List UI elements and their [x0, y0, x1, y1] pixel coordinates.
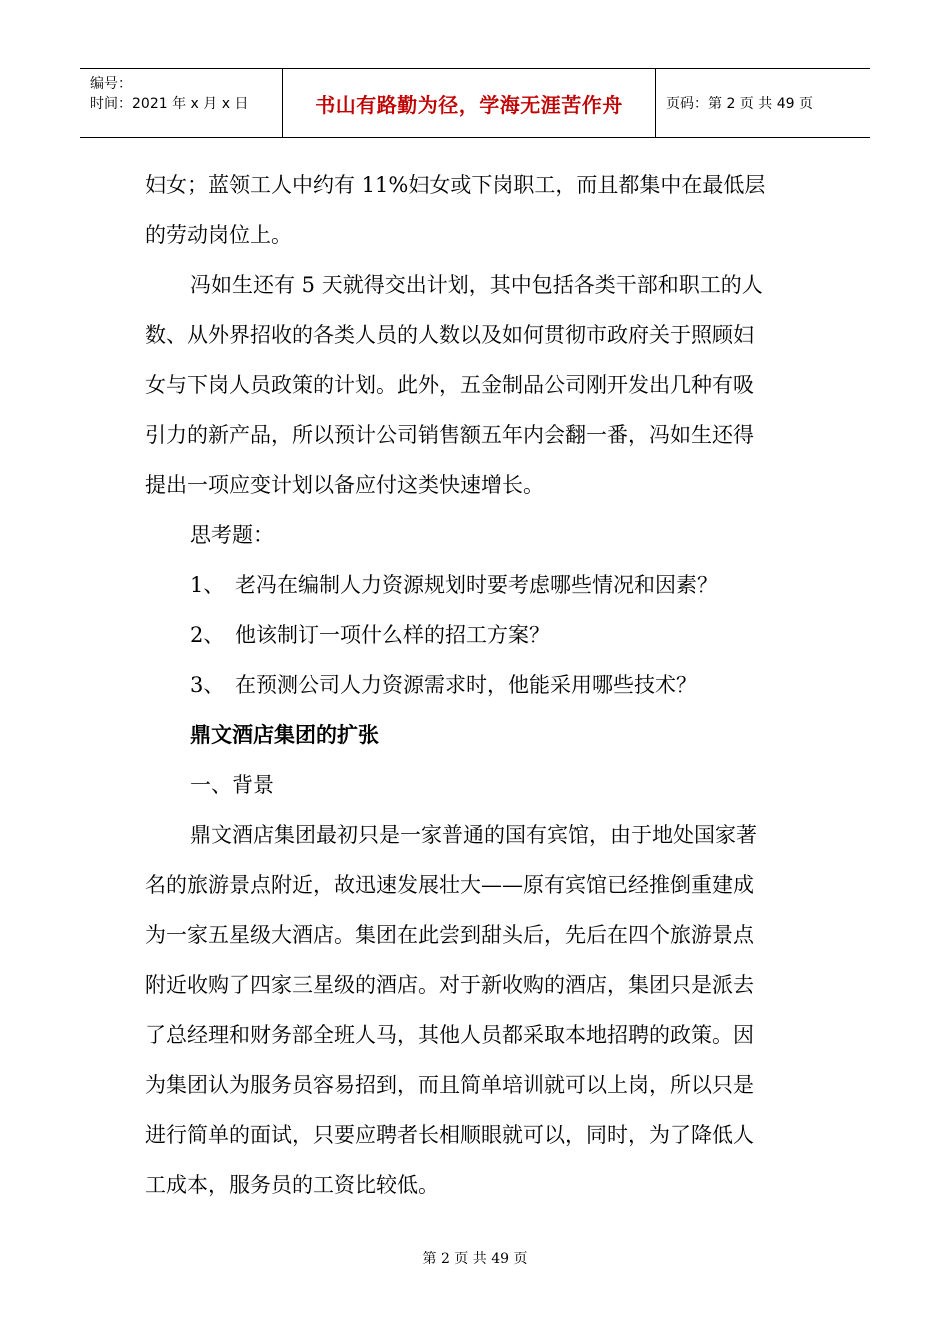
paragraph-line: 进行简单的面试，只要应聘者长相顺眼就可以，同时，为了降低人 [145, 1123, 754, 1147]
paragraph-line: 数、从外界招收的各类人员的人数以及如何贯彻市政府关于照顾妇 [145, 323, 754, 347]
question-number: 1、 [190, 573, 225, 597]
paragraph-line: 引力的新产品，所以预计公司销售额五年内会翻一番，冯如生还得 [145, 423, 754, 447]
paragraph-line: 为一家五星级大酒店。集团在此尝到甜头后，先后在四个旅游景点 [145, 923, 754, 947]
question-text: 在预测公司人力资源需求时，他能采用哪些技术？ [235, 673, 697, 697]
motto-text: 书山有路勤为径，学海无涯苦作舟 [315, 92, 623, 117]
paragraph-line: 附近收购了四家三星级的酒店。对于新收购的酒店，集团只是派去 [145, 973, 754, 997]
page-info: 页码：第 2 页 共 49 页 [666, 96, 813, 112]
paragraph-line: 的劳动岗位上。 [145, 223, 292, 247]
paragraph-line: 冯如生还有 5 天就得交出计划，其中包括各类干部和职工的人 [190, 273, 763, 297]
question-item [145, 560, 795, 610]
page-footer: 第 2 页 共 49 页 [422, 1251, 528, 1267]
case-title: 鼎文酒店集团的扩张 [190, 722, 379, 747]
paragraph-line: 为集团认为服务员容易招到，而且简单培训就可以上岗，所以只是 [145, 1073, 754, 1097]
paragraph-line: 女与下岗人员政策的计划。此外，五金制品公司刚开发出几种有吸 [145, 373, 754, 397]
number-label: 编号： [90, 76, 132, 92]
paragraph-line: 妇女；蓝领工人中约有 11%妇女或下岗职工，而且都集中在最低层 [145, 173, 766, 197]
question-item [145, 660, 795, 710]
document-body [145, 160, 795, 1210]
header-motto-cell [283, 69, 656, 137]
question-number: 3、 [190, 673, 225, 697]
question-text: 他该制订一项什么样的招工方案？ [235, 623, 550, 647]
paragraph-line: 工成本，服务员的工资比较低。 [145, 1173, 439, 1197]
question-number: 2、 [190, 623, 225, 647]
paragraph-line: 名的旅游景点附近，故迅速发展壮大——原有宾馆已经推倒重建成 [145, 873, 754, 897]
header-page-cell [656, 69, 870, 137]
question-text: 老冯在编制人力资源规划时要考虑哪些情况和因素？ [235, 573, 718, 597]
header-meta-cell [80, 69, 283, 137]
paragraph-line: 提出一项应变计划以备应付这类快速增长。 [145, 473, 544, 497]
question-item [145, 610, 795, 660]
questions-heading: 思考题： [190, 523, 274, 547]
paragraph-line: 鼎文酒店集团最初只是一家普通的国有宾馆，由于地处国家著 [190, 823, 757, 847]
paragraph-line: 了总经理和财务部全班人马，其他人员都采取本地招聘的政策。因 [145, 1023, 754, 1047]
section-heading: 一、背景 [190, 773, 274, 797]
header-table [80, 68, 870, 138]
time-label: 时间：2021 年 x 月 x 日 [90, 96, 249, 112]
